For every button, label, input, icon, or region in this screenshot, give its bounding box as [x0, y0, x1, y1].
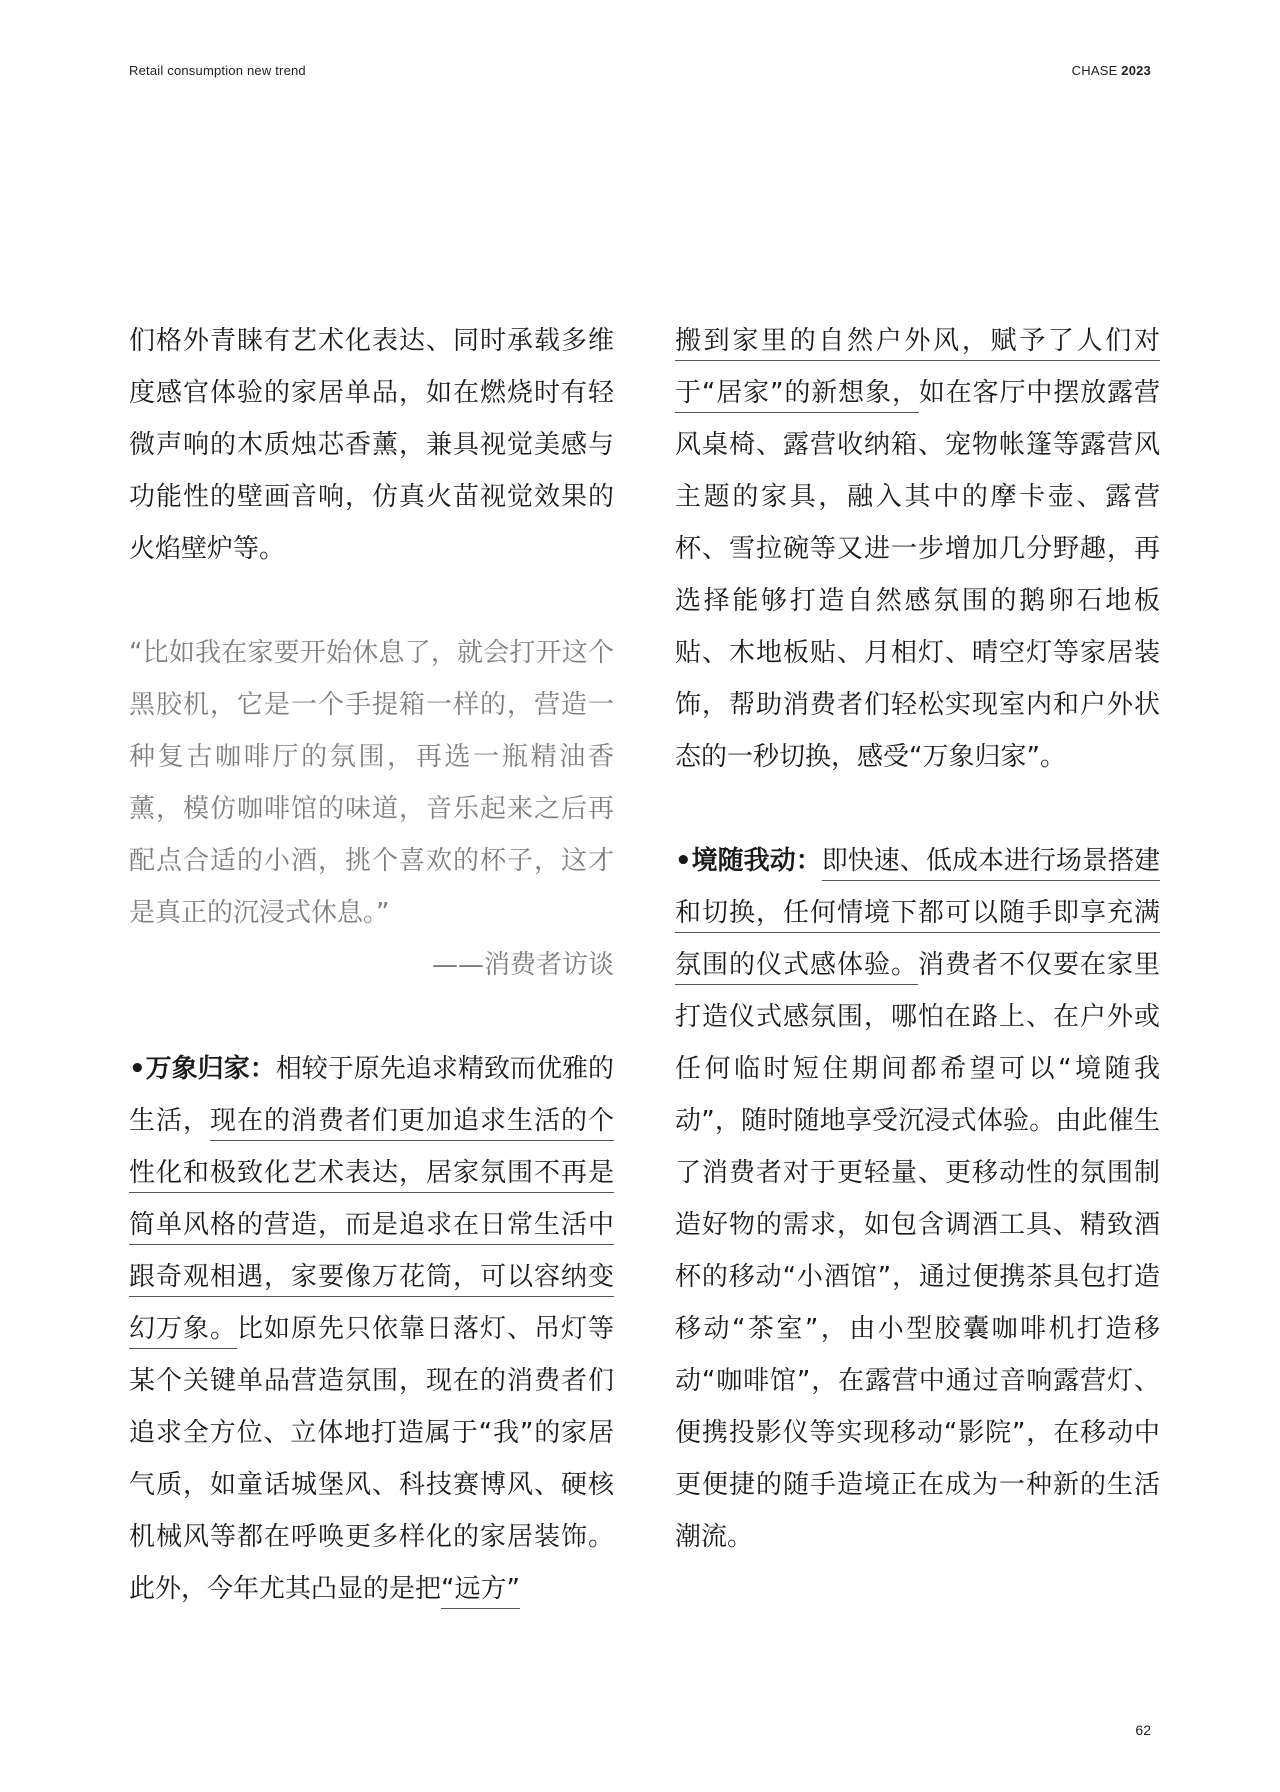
- continuation-text: 如在客厅中摆放露营风桌椅、露营收纳箱、宠物帐篷等露营风主题的家具，融入其中的摩卡壶、露营杯、雪拉碗等又进一步增加几分野趣，再选择能够打造自然感氛围的鹅卵石地板贴、木地板贴、月相灯、晴空灯等家居装饰，帮助消费者们轻松实现室内和户外状态的一秒切换，感受“万象归家”。: [675, 378, 1160, 772]
- continuation-highlight: 搬到家里的自然户外风，赋予了人们对于“居家”的新想象，: [675, 326, 1160, 413]
- consumer-quote: “比如我在家要开始休息了，就会打开这个黑胶机，它是一个手提箱一样的，营造一种复古咖啡厅的氛围，再选一瓶精油香薰，模仿咖啡馆的味道，音乐起来之后再配点合适的小酒，挑个喜欢的杯子，这才是真正的沉浸式休息。”: [129, 638, 614, 928]
- left-column: [129, 315, 614, 1615]
- intro-paragraph: 们格外青睐有艺术化表达、同时承载多维度感官体验的家居单品，如在燃烧时有轻微声响的木质烛芯香薰，兼具视觉美感与功能性的壁画音响，仿真火苗视觉效果的火焰壁炉等。: [129, 326, 614, 564]
- running-header-left: Retail consumption new trend: [129, 63, 306, 78]
- bullet-jingsui-text: 消费者不仅要在家里打造仪式感氛围，哪怕在路上、在户外或任何临时短住期间都希望可以“境随我动”，随时随地享受沉浸式体验。由此催生了消费者对于更轻量、更移动性的氛围制造好物的需求，如包含调酒工具、精致酒杯的移动“小酒馆”，通过便携茶具包打造移动“茶室”，由小型胶囊咖啡机打造移动“咖啡馆”，在露营中通过音响露营灯、便携投影仪等实现移动“影院”，在移动中更便捷的随手造境正在成为一种新的生活潮流。: [675, 950, 1160, 1552]
- quote-attribution: ——消费者访谈: [431, 950, 614, 980]
- bullet-wanxiang-text-a: 相较于原先追求精致而优雅的生活，: [129, 1054, 614, 1136]
- bullet-wanxiang-highlight: 现在的消费者们更加追求生活的个性化和极致化艺术表达，居家氛围不再是简单风格的营造，而是追求在日常生活中跟奇观相遇，家要像万花筒，可以容纳变幻万象。: [129, 1106, 614, 1349]
- right-column: [675, 315, 1160, 1563]
- page-number: 62: [1135, 1722, 1151, 1738]
- bullet-jingsui-paragraph: [675, 835, 1160, 1563]
- continuation-paragraph: [675, 315, 1160, 783]
- running-header-right: [1072, 63, 1151, 78]
- bullet-jingsui-title: •境随我动：: [675, 846, 822, 876]
- bullet-wanxiang-title: •万象归家：: [129, 1054, 276, 1084]
- bullet-jingsui-highlight: 即快速、低成本进行场景搭建和切换，任何情境下都可以随手即享充满氛围的仪式感体验。: [675, 846, 1160, 985]
- bullet-wanxiang-paragraph: [129, 1043, 614, 1615]
- bullet-wanxiang-text-c: 比如原先只依靠日落灯、吊灯等某个关键单品营造氛围，现在的消费者们追求全方位、立体地打造属于“我”的家居气质，如童话城堡风、科技赛博风、硬核机械风等都在呼唤更多样化的家居装饰。此外，今年尤其凸显的是把: [129, 1314, 614, 1604]
- brand-name: CHASE: [1071, 63, 1122, 78]
- bullet-wanxiang-highlight-2: “远方”: [441, 1574, 520, 1609]
- report-year: 2023: [1121, 63, 1151, 78]
